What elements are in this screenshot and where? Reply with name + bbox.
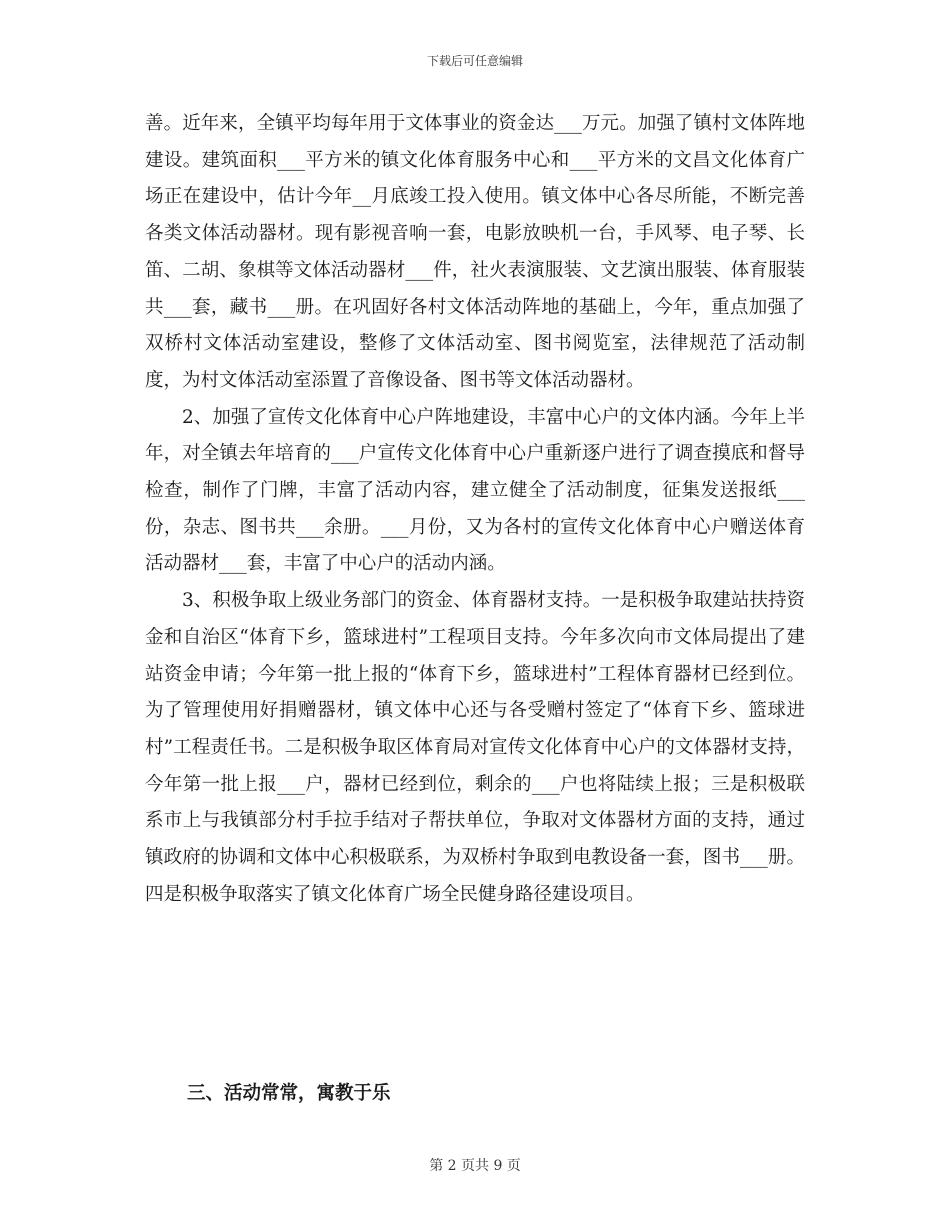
section-heading: 三、活动常常，寓教于乐: [187, 1083, 391, 1104]
paragraph-item-2: 2、加强了宣传文化体育中心户阵地建设，丰富中心户的文体内涵。今年上半年，对全镇去年培育的___户宣传文化体育中心户重新逐户进行了调查摸底和督导检查，制作了门牌，丰富了活动内容，建立健全了活动制度，征集发送报纸___份，杂志、图书共___余册。___月份，又为各村的宣传文化体育中心户赠送体育活动器材___套，丰富了中心户的活动内涵。: [145, 406, 805, 575]
document-body: [145, 106, 805, 913]
paragraph-item-3: 3、积极争取上级业务部门的资金、体育器材支持。一是积极争取建站扶持资金和自治区“体育下乡，篮球进村”工程项目支持。今年多次向市文体局提出了建站资金申请；今年第一批上报的“体育下乡，篮球进村”工程体育器材已经到位。为了管理使用好捐赠器材，镇文体中心还与各受赠村签定了“体育下乡、篮球进村”工程责任书。二是积极争取区体育局对宣传文化体育中心户的文体器材支持，今年第一批上报___户，器材已经到位，剩余的___户也将陆续上报；三是积极联系市上与我镇部分村手拉手结对子帮扶单位，争取对文体器材方面的支持，通过镇政府的协调和文体中心积极联系，为双桥村争取到电教设备一套，图书___册。四是积极争取落实了镇文化体育广场全民健身路径建设项目。: [145, 590, 805, 905]
page-header: 下载后可任意编辑: [426, 54, 523, 68]
page-footer: 第 2 页共 9 页: [429, 1158, 521, 1174]
paragraph-continuation: 善。近年来，全镇平均每年用于文体事业的资金达___万元。加强了镇村文体阵地建设。建筑面积___平方米的镇文化体育服务中心和___平方米的文昌文化体育广场正在建设中，估计今年__月底竣工投入使用。镇文体中心各尽所能，不断完善各类文体活动器材。现有影视音响一套，电影放映机一台，手风琴、电子琴、长笛、二胡、象棋等文体活动器材___件，社火表演服装、文艺演出服装、体育服装共___套，藏书___册。在巩固好各村文体活动阵地的基础上，今年，重点加强了双桥村文体活动室建设，整修了文体活动室、图书阅览室，法律规范了活动制度，为村文体活动室添置了音像设备、图书等文体活动器材。: [145, 113, 805, 391]
